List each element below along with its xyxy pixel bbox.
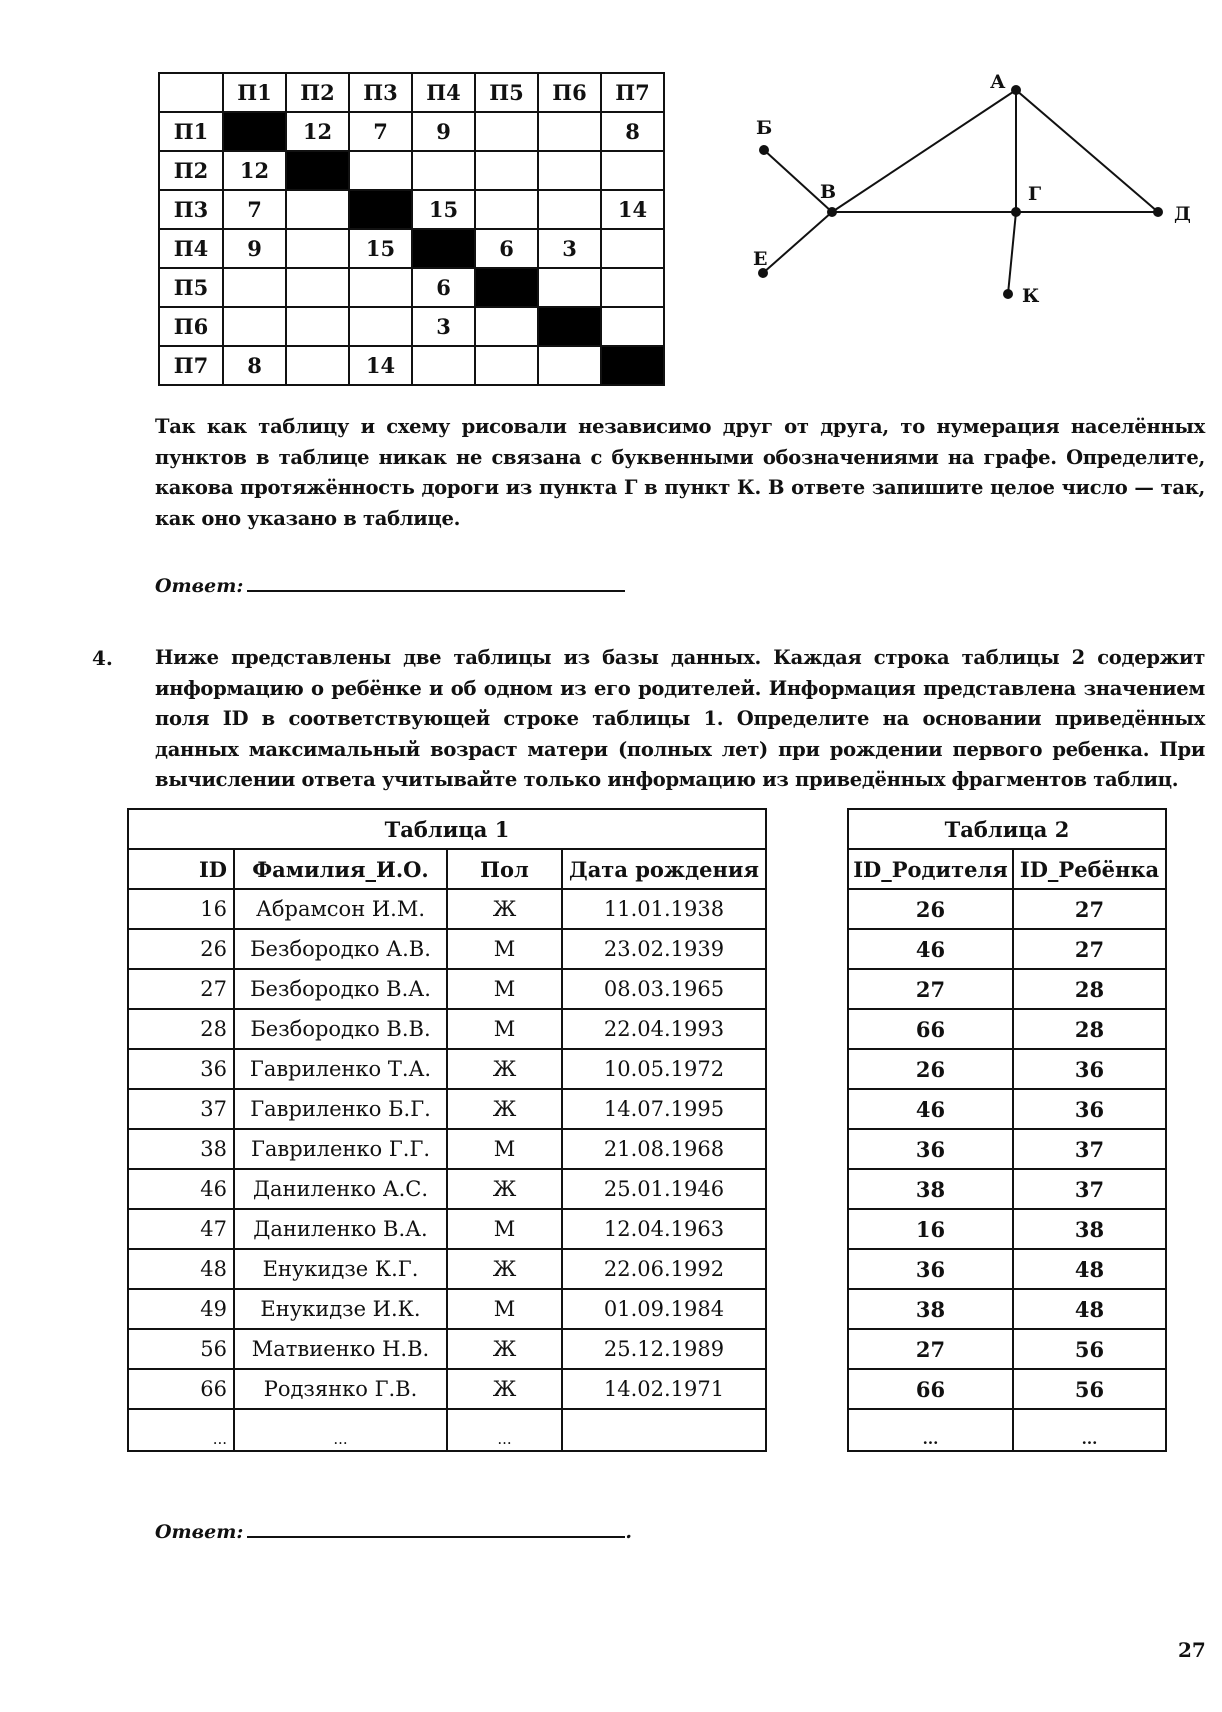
table-row bbox=[128, 969, 766, 1009]
matrix-cell: 8 bbox=[601, 112, 664, 151]
table-row bbox=[128, 1129, 766, 1169]
matrix-row bbox=[159, 268, 664, 307]
matrix-col-header: П4 bbox=[412, 73, 475, 112]
matrix-diagonal-cell bbox=[475, 268, 538, 307]
table2-cell: 26 bbox=[848, 1049, 1013, 1089]
table2-cell: 36 bbox=[1013, 1049, 1166, 1089]
table-row bbox=[128, 1289, 766, 1329]
table1-cell: Ж bbox=[447, 889, 562, 929]
table2-cell: 66 bbox=[848, 1009, 1013, 1049]
graph-node-label: В bbox=[820, 181, 837, 203]
matrix-row bbox=[159, 229, 664, 268]
matrix-cell: 12 bbox=[286, 112, 349, 151]
matrix-cell bbox=[223, 268, 286, 307]
matrix-cell: 8 bbox=[223, 346, 286, 385]
table-row bbox=[848, 1169, 1166, 1209]
table2-cell: 27 bbox=[848, 1329, 1013, 1369]
matrix-col-header: П7 bbox=[601, 73, 664, 112]
graph-edge bbox=[1008, 212, 1016, 294]
matrix-cell bbox=[538, 190, 601, 229]
task3-text: Так как таблицу и схему рисовали независимо друг от друга, то нумерация населённых пунктов в таблице никак не связана с буквенными обозначениями на графе. Определите, какова протяжённость дороги из пункта Г в пункт К. В ответе запишите целое число — так, как оно указано в таблице. bbox=[155, 415, 1205, 530]
matrix-cell bbox=[538, 151, 601, 190]
graph-node-label: А bbox=[990, 71, 1006, 93]
table1-cell: 25.12.1989 bbox=[562, 1329, 766, 1369]
table2-cell: 37 bbox=[1013, 1129, 1166, 1169]
matrix-cell bbox=[601, 151, 664, 190]
graph-edge bbox=[763, 212, 832, 273]
table2-cell: 38 bbox=[848, 1169, 1013, 1209]
table-row bbox=[848, 1409, 1166, 1451]
matrix-cell bbox=[223, 307, 286, 346]
table1-cell: Гавриленко Г.Г. bbox=[234, 1129, 447, 1169]
matrix-cell: 14 bbox=[349, 346, 412, 385]
table1-cell: Абрамсон И.М. bbox=[234, 889, 447, 929]
table-row bbox=[128, 1089, 766, 1129]
table1-cell: М bbox=[447, 1009, 562, 1049]
matrix-cell: 6 bbox=[412, 268, 475, 307]
table-row bbox=[848, 1369, 1166, 1409]
matrix-cell bbox=[286, 190, 349, 229]
matrix-row-header: П7 bbox=[159, 346, 223, 385]
matrix-cell bbox=[412, 151, 475, 190]
matrix-diagonal-cell bbox=[601, 346, 664, 385]
table1-cell: Даниленко В.А. bbox=[234, 1209, 447, 1249]
table1-cell: Ж bbox=[447, 1329, 562, 1369]
table1-cell: 49 bbox=[128, 1289, 234, 1329]
table-row bbox=[848, 1089, 1166, 1129]
graph-node bbox=[827, 207, 837, 217]
table1-cell: 14.02.1971 bbox=[562, 1369, 766, 1409]
matrix-row bbox=[159, 112, 664, 151]
matrix-cell: 9 bbox=[223, 229, 286, 268]
matrix-diagonal-cell bbox=[223, 112, 286, 151]
table-row bbox=[848, 1209, 1166, 1249]
table1-cell: Ж bbox=[447, 1089, 562, 1129]
table1-cell: 48 bbox=[128, 1249, 234, 1289]
matrix-cell: 7 bbox=[349, 112, 412, 151]
matrix-row-header: П5 bbox=[159, 268, 223, 307]
matrix-col-header: П6 bbox=[538, 73, 601, 112]
table2 bbox=[847, 808, 1167, 1452]
matrix-diagonal-cell bbox=[349, 190, 412, 229]
table1-cell: Ж bbox=[447, 1049, 562, 1089]
matrix-cell: 15 bbox=[412, 190, 475, 229]
table2-cell: 36 bbox=[848, 1129, 1013, 1169]
table1-cell: Ж bbox=[447, 1369, 562, 1409]
table1-cell: Безбородко А.В. bbox=[234, 929, 447, 969]
table1-cell bbox=[562, 1409, 766, 1451]
table-row bbox=[848, 1249, 1166, 1289]
table1-cell: 26 bbox=[128, 929, 234, 969]
table-row bbox=[848, 889, 1166, 929]
table1 bbox=[127, 808, 767, 1452]
table1-cell: Безбородко В.В. bbox=[234, 1009, 447, 1049]
graph-node-label: Е bbox=[753, 248, 768, 270]
matrix-cell bbox=[601, 307, 664, 346]
matrix-cell bbox=[475, 346, 538, 385]
matrix-cell bbox=[601, 268, 664, 307]
table-row bbox=[128, 1369, 766, 1409]
matrix-cell bbox=[286, 307, 349, 346]
graph-node bbox=[759, 145, 769, 155]
matrix-cell: 3 bbox=[538, 229, 601, 268]
table1-cell: Матвиенко Н.В. bbox=[234, 1329, 447, 1369]
table2-caption-row bbox=[848, 809, 1166, 849]
table2-cell: 16 bbox=[848, 1209, 1013, 1249]
table1-column-header: Дата рождения bbox=[562, 849, 766, 889]
table1-cell: 10.05.1972 bbox=[562, 1049, 766, 1089]
matrix-cell bbox=[349, 151, 412, 190]
table1-cell: 14.07.1995 bbox=[562, 1089, 766, 1129]
matrix-diagonal-cell bbox=[538, 307, 601, 346]
task4-answer bbox=[155, 1518, 632, 1543]
table2-header-row bbox=[848, 849, 1166, 889]
graph-node-label: Б bbox=[756, 117, 773, 139]
matrix-cell bbox=[538, 346, 601, 385]
answer-suffix: . bbox=[625, 1521, 632, 1543]
table2-cell: 46 bbox=[848, 929, 1013, 969]
table1-cell: Ж bbox=[447, 1249, 562, 1289]
graph-edge bbox=[832, 90, 1016, 212]
table1-cell: Енукидзе И.К. bbox=[234, 1289, 447, 1329]
table1-cell: М bbox=[447, 969, 562, 1009]
table2-cell: 37 bbox=[1013, 1169, 1166, 1209]
table1-cell: 25.01.1946 bbox=[562, 1169, 766, 1209]
table2-cell: 28 bbox=[1013, 969, 1166, 1009]
table2-cell: 27 bbox=[1013, 929, 1166, 969]
matrix-cell: 15 bbox=[349, 229, 412, 268]
distance-matrix bbox=[158, 72, 665, 386]
matrix-col-header: П5 bbox=[475, 73, 538, 112]
table1-column-header: Фамилия_И.О. bbox=[234, 849, 447, 889]
matrix-cell bbox=[286, 346, 349, 385]
table2-cell: 27 bbox=[848, 969, 1013, 1009]
graph-node bbox=[1003, 289, 1013, 299]
table1-cell: 16 bbox=[128, 889, 234, 929]
table1-cell: 37 bbox=[128, 1089, 234, 1129]
task4-text: Ниже представлены две таблицы из базы данных. Каждая строка таблицы 2 содержит информацию о ребёнке и об одном из его родителей. Информация представлена значением поля ID в соответствующей строке таблицы 1. Определите на основании приведённых данных максимальный возраст матери (полных лет) при рождении первого ребенка. При вычислении ответа учитывайте только информацию из приведённых фрагментов таблиц. bbox=[155, 646, 1205, 791]
table1-cell: 08.03.1965 bbox=[562, 969, 766, 1009]
graph-node-label: Д bbox=[1174, 203, 1191, 225]
table1-caption-row bbox=[128, 809, 766, 849]
graph-node bbox=[1153, 207, 1163, 217]
table1-cell: 11.01.1938 bbox=[562, 889, 766, 929]
table-row bbox=[848, 1289, 1166, 1329]
matrix-row-header: П2 bbox=[159, 151, 223, 190]
table2-cell: 26 bbox=[848, 889, 1013, 929]
table-row bbox=[128, 1209, 766, 1249]
matrix-cell: 12 bbox=[223, 151, 286, 190]
table1-cell: ... bbox=[234, 1409, 447, 1451]
answer-line[interactable] bbox=[247, 572, 625, 592]
answer-line[interactable] bbox=[247, 1518, 625, 1538]
table1-header-row bbox=[128, 849, 766, 889]
table-row bbox=[128, 1329, 766, 1369]
matrix-cell bbox=[475, 190, 538, 229]
table-row bbox=[848, 969, 1166, 1009]
table1-cell: 66 bbox=[128, 1369, 234, 1409]
table1-cell: 47 bbox=[128, 1209, 234, 1249]
table-row bbox=[848, 1329, 1166, 1369]
matrix-row bbox=[159, 307, 664, 346]
matrix-cell bbox=[349, 268, 412, 307]
table-row bbox=[128, 1009, 766, 1049]
table2-cell: 36 bbox=[848, 1249, 1013, 1289]
table2-cell: ... bbox=[1013, 1409, 1166, 1451]
table2-cell: 56 bbox=[1013, 1369, 1166, 1409]
table-row bbox=[128, 1169, 766, 1209]
table2-cell: 36 bbox=[1013, 1089, 1166, 1129]
answer-label: Ответ: bbox=[155, 1521, 244, 1543]
matrix-cell bbox=[601, 229, 664, 268]
table1-cell: ... bbox=[447, 1409, 562, 1451]
table1-cell: Ж bbox=[447, 1169, 562, 1209]
table-row bbox=[848, 929, 1166, 969]
matrix-cell: 6 bbox=[475, 229, 538, 268]
table2-cell: 38 bbox=[848, 1289, 1013, 1329]
matrix-row-header: П6 bbox=[159, 307, 223, 346]
table-row bbox=[848, 1129, 1166, 1169]
matrix-cell bbox=[349, 307, 412, 346]
table2-cell: 27 bbox=[1013, 889, 1166, 929]
table1-cell: М bbox=[447, 1209, 562, 1249]
table-row bbox=[128, 1049, 766, 1089]
matrix-cell: 7 bbox=[223, 190, 286, 229]
table1-cell: Гавриленко Т.А. bbox=[234, 1049, 447, 1089]
table1-cell: 01.09.1984 bbox=[562, 1289, 766, 1329]
matrix-corner bbox=[159, 73, 223, 112]
table1-cell: Енукидзе К.Г. bbox=[234, 1249, 447, 1289]
matrix-cell bbox=[475, 307, 538, 346]
table2-cell: 56 bbox=[1013, 1329, 1166, 1369]
table1-cell: 23.02.1939 bbox=[562, 929, 766, 969]
table2-cell: 46 bbox=[848, 1089, 1013, 1129]
table1-cell: М bbox=[447, 1289, 562, 1329]
graph-node bbox=[1011, 207, 1021, 217]
table-row bbox=[128, 1249, 766, 1289]
matrix-cell bbox=[475, 112, 538, 151]
table1-cell: Гавриленко Б.Г. bbox=[234, 1089, 447, 1129]
table1-cell: Даниленко А.С. bbox=[234, 1169, 447, 1209]
matrix-row bbox=[159, 190, 664, 229]
matrix-cell bbox=[286, 229, 349, 268]
matrix-header-row bbox=[159, 73, 664, 112]
table2-cell: 66 bbox=[848, 1369, 1013, 1409]
matrix-col-header: П3 bbox=[349, 73, 412, 112]
task3-answer bbox=[155, 572, 625, 597]
table1-cell: 36 bbox=[128, 1049, 234, 1089]
table2-cell: 48 bbox=[1013, 1249, 1166, 1289]
table-row bbox=[848, 1009, 1166, 1049]
matrix-row bbox=[159, 151, 664, 190]
matrix-row-header: П3 bbox=[159, 190, 223, 229]
table1-column-header: ID bbox=[128, 849, 234, 889]
matrix-row-header: П1 bbox=[159, 112, 223, 151]
table1-cell: 46 bbox=[128, 1169, 234, 1209]
matrix-cell bbox=[286, 268, 349, 307]
matrix-diagonal-cell bbox=[412, 229, 475, 268]
table2-column-header: ID_Родителя bbox=[848, 849, 1013, 889]
table2-caption: Таблица 2 bbox=[848, 809, 1166, 849]
table2-column-header: ID_Ребёнка bbox=[1013, 849, 1166, 889]
matrix-col-header: П1 bbox=[223, 73, 286, 112]
table1-cell: 22.06.1992 bbox=[562, 1249, 766, 1289]
table1-cell: 12.04.1963 bbox=[562, 1209, 766, 1249]
table1-cell: 22.04.1993 bbox=[562, 1009, 766, 1049]
table-row bbox=[128, 889, 766, 929]
matrix-row bbox=[159, 346, 664, 385]
table1-column-header: Пол bbox=[447, 849, 562, 889]
page-number: 27 bbox=[1178, 1638, 1206, 1662]
table-row bbox=[848, 1049, 1166, 1089]
matrix-cell: 14 bbox=[601, 190, 664, 229]
table2-cell: 48 bbox=[1013, 1289, 1166, 1329]
table2-cell: 28 bbox=[1013, 1009, 1166, 1049]
table1-cell: М bbox=[447, 1129, 562, 1169]
table1-cell: Безбородко В.А. bbox=[234, 969, 447, 1009]
table-row bbox=[128, 1409, 766, 1451]
table2-cell: ... bbox=[848, 1409, 1013, 1451]
task4-number: 4. bbox=[92, 646, 113, 670]
table1-cell: 21.08.1968 bbox=[562, 1129, 766, 1169]
graph-node-label: Г bbox=[1028, 183, 1042, 205]
matrix-cell bbox=[538, 268, 601, 307]
matrix-col-header: П2 bbox=[286, 73, 349, 112]
table1-cell: 38 bbox=[128, 1129, 234, 1169]
matrix-cell bbox=[475, 151, 538, 190]
table2-cell: 38 bbox=[1013, 1209, 1166, 1249]
table1-cell: 28 bbox=[128, 1009, 234, 1049]
table-row bbox=[128, 929, 766, 969]
table1-cell: ... bbox=[128, 1409, 234, 1451]
graph-node bbox=[1011, 85, 1021, 95]
table1-cell: М bbox=[447, 929, 562, 969]
graph-node-label: К bbox=[1022, 285, 1040, 307]
table1-cell: 56 bbox=[128, 1329, 234, 1369]
table1-cell: 27 bbox=[128, 969, 234, 1009]
matrix-cell: 3 bbox=[412, 307, 475, 346]
matrix-cell bbox=[538, 112, 601, 151]
road-graph bbox=[740, 70, 1210, 390]
matrix-cell: 9 bbox=[412, 112, 475, 151]
matrix-row-header: П4 bbox=[159, 229, 223, 268]
answer-label: Ответ: bbox=[155, 575, 244, 597]
matrix-cell bbox=[412, 346, 475, 385]
table1-caption: Таблица 1 bbox=[128, 809, 766, 849]
table1-cell: Родзянко Г.В. bbox=[234, 1369, 447, 1409]
matrix-diagonal-cell bbox=[286, 151, 349, 190]
